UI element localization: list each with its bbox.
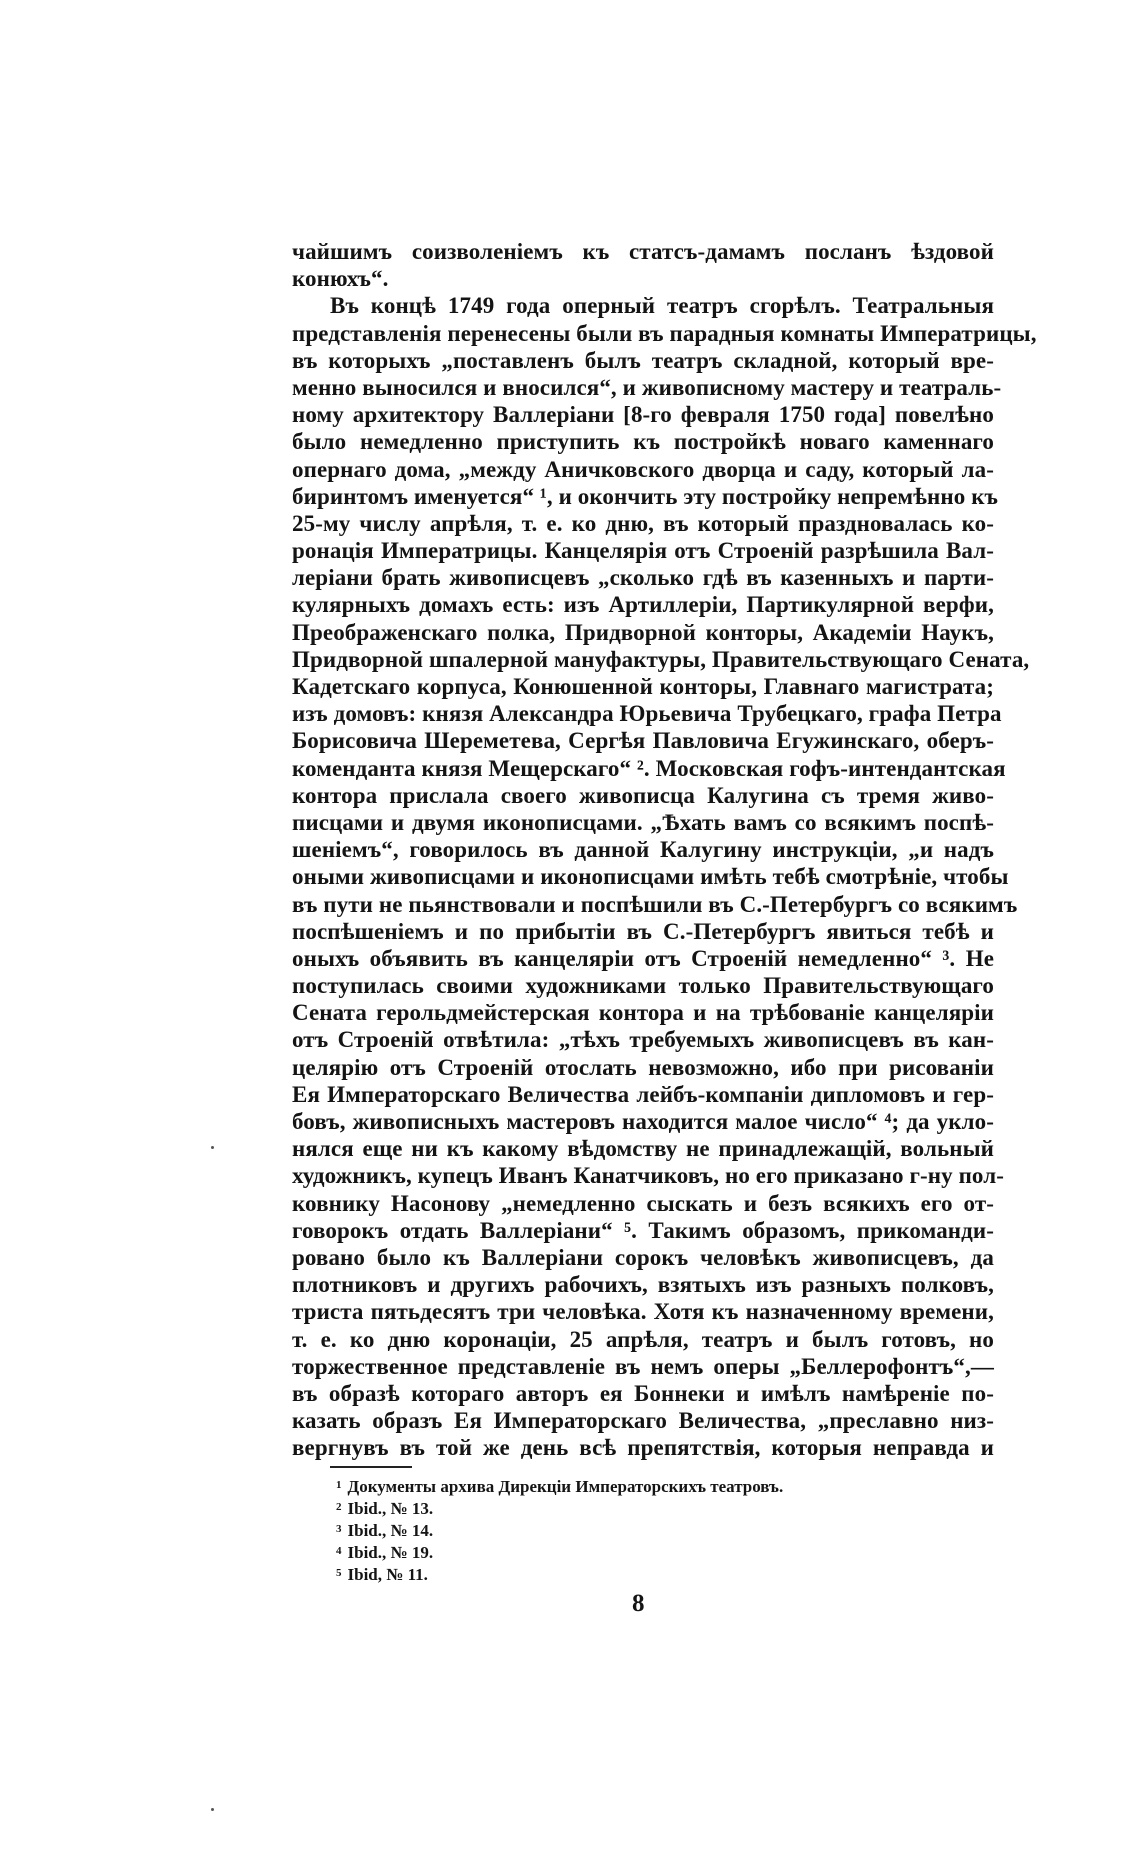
- text-line: биринтомъ именуется“ ¹, и окончить эту постройку непремѣнно къ: [292, 483, 999, 509]
- text-line: Сената герольдмейстерская контора и на трѣбованiе канцелярiи: [292, 1000, 994, 1026]
- footnotes: [336, 1474, 956, 1584]
- text-line: отъ Строенiй отвѣтила: „тѣхъ требуемыхъ живописцевъ въ кан-: [292, 1027, 994, 1053]
- footnote-text: Ibid., № 19.: [347, 1543, 434, 1562]
- text-line: коменданта князя Мещерскаго“ ². Московская гофъ-интендантская: [292, 755, 1006, 781]
- text-line: Въ концѣ 1749 года оперный театръ сгорѣлъ. Театральныя: [330, 293, 994, 319]
- footnote: [336, 1540, 956, 1562]
- footnote: [336, 1496, 956, 1518]
- text-line: Кадетскаго корпуса, Конюшенной конторы, Главнаго магистрата;: [292, 674, 994, 699]
- text-line: триста пятьдесятъ три человѣка. Хотя къ назначенному времени,: [292, 1299, 994, 1325]
- footnote-mark: 5: [336, 1567, 342, 1579]
- text-line: опернаго дома, „между Аничковского дворца и саду, который ла-: [292, 456, 994, 482]
- text-line: конюхъ“.: [292, 266, 389, 292]
- text-line: кулярныхъ домахъ есть: изъ Артиллерiи, Партикулярной верфи,: [292, 592, 994, 618]
- footnote-divider: [330, 1466, 412, 1468]
- text-line: казать образъ Ея Императорскаго Величества, „преславно низ-: [292, 1408, 994, 1434]
- text-line: оными живописцами и иконописцами имѣть тебѣ смотрѣнiе, чтобы: [292, 864, 1009, 890]
- text-line: ному архитектору Валлерiани [8-го февраля 1750 года] повелѣно: [292, 402, 994, 428]
- text-line: плотниковъ и другихъ рабочихъ, взятыхъ изъ разныхъ полковъ,: [292, 1272, 994, 1298]
- text-line: контора прислала своего живописца Калугина съ тремя живо-: [292, 782, 994, 808]
- footnote-mark: 1: [336, 1479, 342, 1491]
- scan-speck: [211, 1808, 214, 1811]
- text-line: бовъ, живописныхъ мастеровъ находится малое число“ ⁴; да укло-: [292, 1109, 994, 1134]
- text-line: Ея Императорскаго Величества лейбъ-компанiи дипломовъ и гер-: [292, 1081, 994, 1107]
- text-line: нялся еще ни къ какому вѣдомству не принадлежащiй, вольный: [292, 1136, 994, 1162]
- main-text: [292, 238, 1037, 1461]
- footnote-mark: 3: [336, 1523, 342, 1535]
- text-line: изъ домовъ: князя Александра Юрьевича Трубецкаго, графа Петра: [292, 701, 1002, 727]
- text-line: вергнувъ въ той же день всѣ препятствiя, которыя неправда и: [292, 1435, 994, 1461]
- text-line: Борисовича Шереметева, Сергѣя Павловича Егужинскаго, оберъ-: [292, 728, 994, 754]
- text-line: торжественное представленiе въ немъ оперы „Беллерофонтъ“,—: [292, 1353, 994, 1379]
- text-line: целярiю отъ Строенiй отослать невозможно, ибо при рисованiи: [292, 1054, 994, 1080]
- text-line: ковнику Насонову „немедленно сыскать и безъ всякихъ его от-: [292, 1190, 994, 1216]
- text-line: писцами и двумя иконописцами. „Ѣхать вамъ со всякимъ поспѣ-: [292, 809, 994, 835]
- footnote-text: Ibid., № 14.: [347, 1521, 434, 1540]
- footnote-mark: 2: [336, 1501, 342, 1513]
- text-line: Придворной шпалерной мануфактуры, Правительствующаго Сената,: [292, 646, 1030, 672]
- text-line: говорокъ отдать Валлерiани“ ⁵. Такимъ образомъ, прикоманди-: [292, 1217, 994, 1243]
- text-line: въ которыхъ „поставленъ былъ театръ складной, который вре-: [292, 347, 994, 373]
- text-line: шенiемъ“, говорилось въ данной Калугину инструкцiи, „и надъ: [292, 837, 994, 863]
- page-number: 8: [632, 1590, 645, 1617]
- footnote: [336, 1518, 956, 1540]
- text-line: представленiя перенесены были въ парадныя комнаты Императрицы,: [292, 320, 1037, 346]
- footnote: [336, 1562, 956, 1584]
- text-line: т. е. ко дню коронацiи, 25 апрѣля, театръ и былъ готовъ, но: [292, 1326, 994, 1352]
- text-line: чайшимъ соизволенiемъ къ статсъ-дамамъ посланъ ѣздовой: [292, 239, 994, 264]
- text-line: оныхъ объявить въ канцелярiи отъ Строенiй немедленно“ ³. Не: [292, 945, 994, 971]
- text-line: 25-му числу апрѣля, т. е. ко дню, въ который праздновалась ко-: [292, 510, 994, 536]
- text-line: Преображенскаго полка, Придворной конторы, Академiи Наукъ,: [292, 619, 994, 645]
- footnote-text: Ibid., № 13.: [347, 1499, 434, 1518]
- text-line: ровано было къ Валлерiани сорокъ человѣкъ живописцевъ, да: [292, 1244, 994, 1270]
- text-line: менно выносился и вносился“, и живописному мастеру и театраль-: [292, 374, 1002, 400]
- footnote-text: Ibid, № 11.: [347, 1565, 428, 1584]
- footnote: [336, 1474, 956, 1496]
- footnote-text: Документы архива Дирекцiи Императорскихъ театровъ.: [347, 1477, 784, 1496]
- footnote-mark: 4: [336, 1545, 342, 1557]
- text-line: поспѣшенiемъ и по прибытiи въ С.-Петербургъ явиться тебѣ и: [292, 918, 994, 944]
- text-line: поступилась своими художниками только Правительствующаго: [292, 973, 994, 999]
- text-line: лерiани брать живописцевъ „сколько гдѣ въ казенныхъ и парти-: [292, 565, 994, 591]
- text-line: художникъ, купецъ Иванъ Канатчиковъ, но его приказано г-ну пол-: [292, 1163, 1004, 1189]
- text-line: ронацiя Императрицы. Канцелярiя отъ Строенiй разрѣшила Вал-: [292, 538, 994, 564]
- text-line: было немедленно приступить къ постройкѣ новаго каменнаго: [292, 429, 994, 455]
- text-line: въ пути не пьянствовали и поспѣшили въ С.-Петербургъ со всякимъ: [292, 891, 1018, 917]
- text-line: въ образѣ котораго авторъ ея Боннеки и имѣлъ намѣренiе по-: [292, 1380, 994, 1406]
- scan-speck: [211, 1146, 214, 1149]
